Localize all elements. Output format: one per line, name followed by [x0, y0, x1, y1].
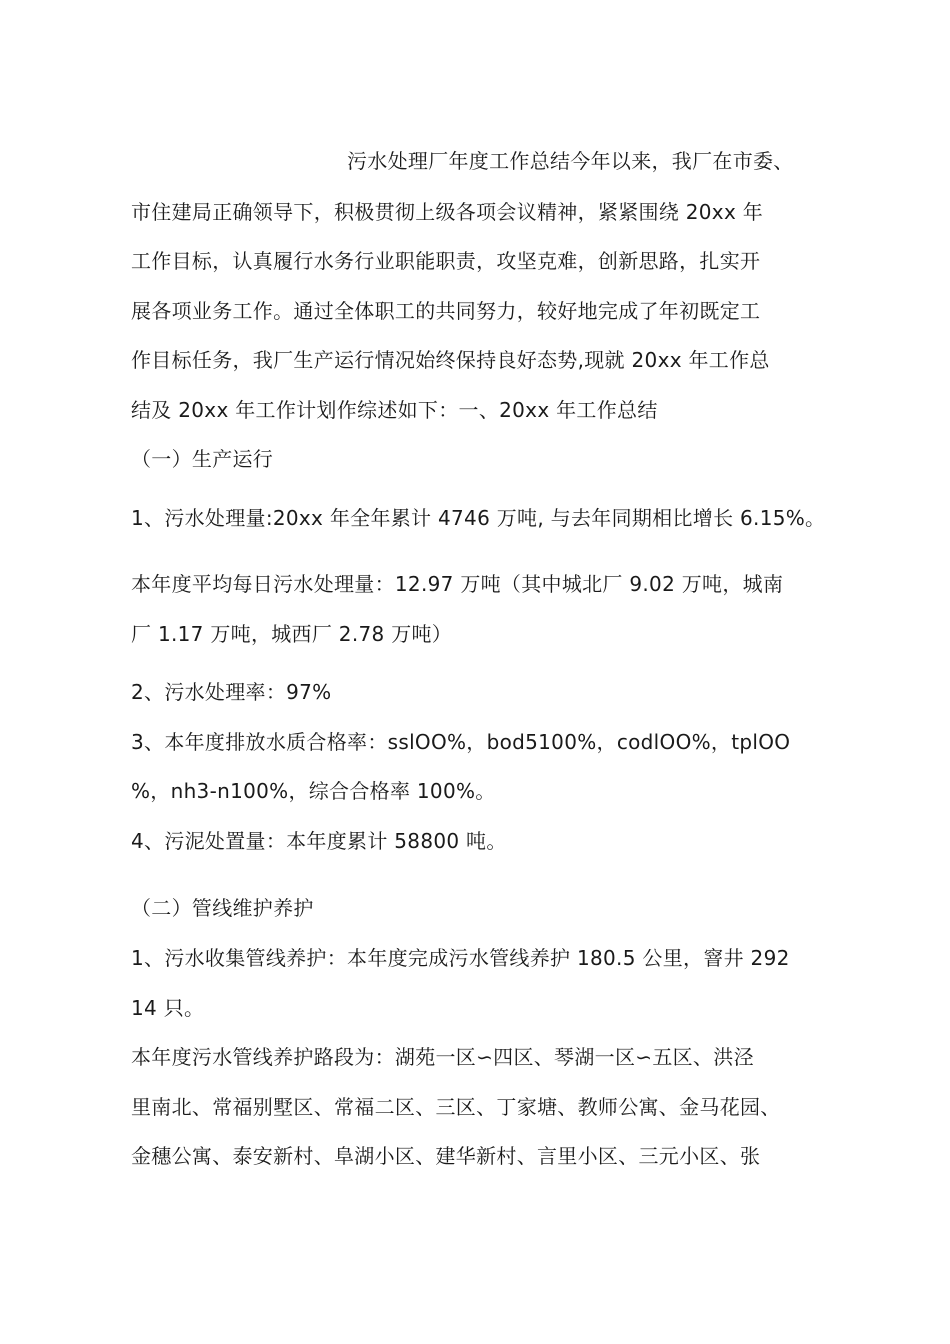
paragraph-line: 工作目标，认真履行水务行业职能职责，攻坚克难，创新思路，扎实开	[131, 249, 761, 273]
paragraph-line: 14 只。	[131, 996, 205, 1020]
paragraph-line: 本年度污水管线养护路段为：湖苑一区∽四区、琴湖一区∽五区、洪泾	[131, 1045, 754, 1069]
paragraph-line: 本年度平均每日污水处理量：12.97 万吨（其中城北厂 9.02 万吨，城南	[131, 572, 784, 596]
list-item: 3、本年度排放水质合格率：sslOO%，bod5100%，codlOO%，tplOO	[131, 730, 791, 754]
paragraph-line: 展各项业务工作。通过全体职工的共同努力，较好地完成了年初既定工	[131, 299, 761, 323]
list-item: 1、污水收集管线养护：本年度完成污水管线养护 180.5 公里，窨井 292	[131, 946, 790, 970]
list-item: 2、污水处理率：97%	[131, 680, 332, 704]
paragraph-line: 金穗公寓、泰安新村、阜湖小区、建华新村、言里小区、三元小区、张	[131, 1144, 761, 1168]
section-heading: （一）生产运行	[131, 447, 274, 471]
paragraph-line: 作目标任务，我厂生产运行情况始终保持良好态势,现就 20xx 年工作总	[131, 348, 770, 372]
paragraph-line: 厂 1.17 万吨，城西厂 2.78 万吨）	[131, 622, 453, 646]
section-heading: （二）管线维护养护	[131, 896, 314, 920]
paragraph-line: 污水处理厂年度工作总结今年以来，我厂在市委、	[347, 149, 794, 173]
paragraph-line: 市住建局正确领导下，积极贯彻上级各项会议精神，紧紧围绕 20xx 年	[131, 200, 764, 224]
paragraph-line: 结及 20xx 年工作计划作综述如下：一、20xx 年工作总结	[131, 398, 658, 422]
paragraph-line: %，nh3-n100%，综合合格率 100%。	[131, 779, 496, 803]
paragraph-line: 里南北、常福别墅区、常福二区、三区、丁家塘、教师公寓、金马花园、	[131, 1095, 781, 1119]
list-item: 1、污水处理量:20xx 年全年累计 4746 万吨, 与去年同期相比增长 6.15%。	[131, 506, 826, 530]
list-item: 4、污泥处置量：本年度累计 58800 吨。	[131, 829, 507, 853]
